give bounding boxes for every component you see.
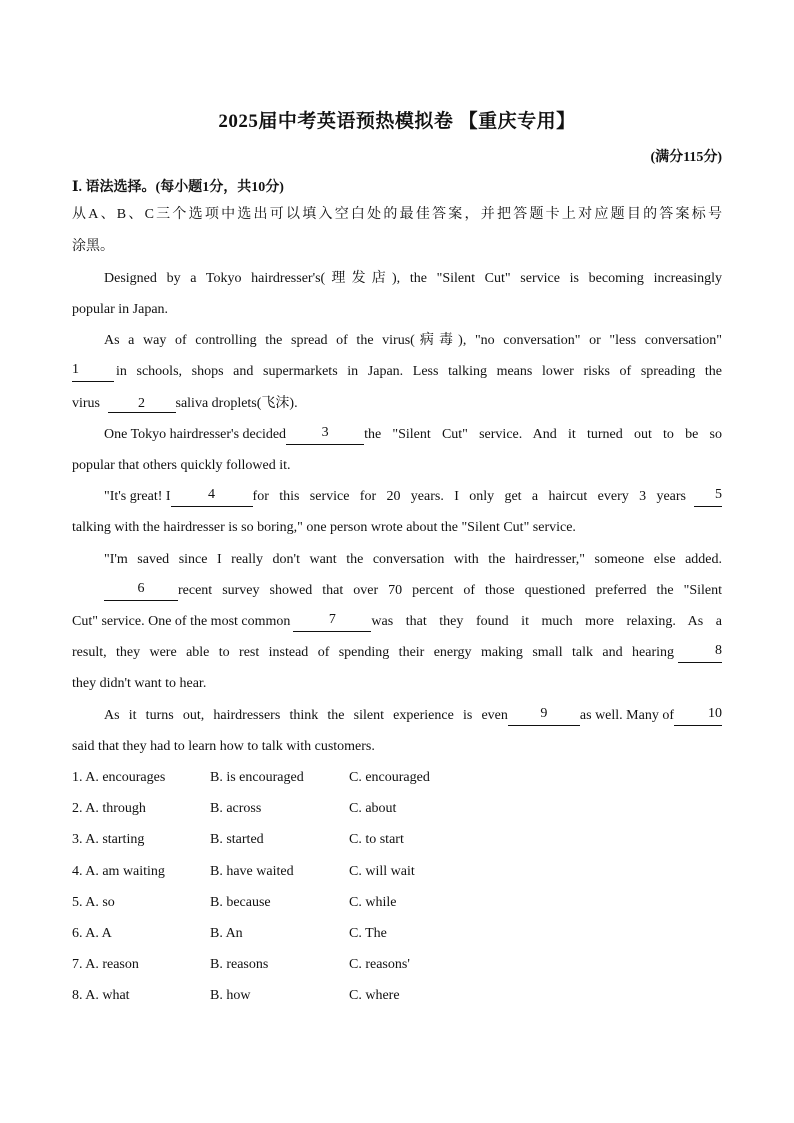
option-a: 2. A. through (72, 801, 146, 816)
option-b: B. reasons (210, 957, 269, 972)
blank-2: 2 (108, 396, 176, 413)
passage-line (72, 425, 722, 445)
option-c: C. will wait (349, 864, 415, 879)
option-b: B. across (210, 801, 262, 816)
passage-text: "It's great! I (104, 489, 171, 504)
passage-line: As a way of controlling the spread of the virus(病毒), "no conversation" or "less conversation" (104, 333, 722, 348)
option-a: 1. A. encourages (72, 770, 166, 785)
option-c: C. to start (349, 832, 404, 847)
option-b: B. because (210, 895, 271, 910)
blank-6: 6 (104, 581, 178, 601)
passage-line: popular that others quickly followed it. (72, 458, 291, 473)
option-a: 6. A. A (72, 926, 112, 941)
option-a: 3. A. starting (72, 832, 145, 847)
passage-text: in schools, shops and supermarkets in Japan. Less talking means lower risks of spreading the (116, 364, 722, 379)
passage-line: Designed by a Tokyo hairdresser's(理发店), the "Silent Cut" service is becoming increasingly (104, 271, 722, 286)
blank-9: 9 (508, 706, 580, 726)
passage-text: recent survey showed that over 70 percent of those questioned preferred the "Silent (178, 583, 722, 598)
blank-4: 4 (171, 487, 253, 507)
exam-title: 2025届中考英语预热模拟卷 【重庆专用】 (218, 111, 576, 132)
passage-text: the "Silent Cut" service. And it turned out to be so (364, 427, 722, 442)
passage-line: they didn't want to hear. (72, 676, 207, 691)
passage-line: said that they had to learn how to talk with customers. (72, 739, 375, 754)
blank-3: 3 (286, 425, 364, 445)
option-a: 5. A. so (72, 895, 115, 910)
passage-text: virus (72, 396, 100, 411)
option-c: C. where (349, 988, 400, 1003)
passage-line (72, 612, 722, 632)
blank-7: 7 (293, 612, 371, 632)
option-b: B. started (210, 832, 264, 847)
option-b: B. is encouraged (210, 770, 304, 785)
passage-line (72, 394, 722, 414)
passage-line (72, 362, 722, 382)
instruction-line-1: 从A、B、C三个选项中选出可以填入空白处的最佳答案，并把答题卡上对应题目的答案标号 (72, 207, 722, 222)
option-c: C. encouraged (349, 770, 430, 785)
passage-line (72, 487, 722, 507)
option-b: B. have waited (210, 864, 294, 879)
option-a: 8. A. what (72, 988, 130, 1003)
option-c: C. reasons' (349, 957, 410, 972)
blank-10: 10 (674, 706, 722, 726)
passage-text: for this service for 20 years. I only get a haircut every 3 years (252, 489, 686, 504)
option-c: C. while (349, 895, 397, 910)
passage-line: talking with the hairdresser is so boring," one person wrote about the "Silent Cut" service. (72, 520, 576, 535)
passage-line (72, 643, 722, 663)
option-a: 4. A. am waiting (72, 864, 165, 879)
total-score: (满分115分) (650, 150, 722, 165)
option-b: B. An (210, 926, 243, 941)
passage-line (72, 581, 722, 601)
blank-8: 8 (678, 643, 722, 663)
passage-text: As it turns out, hairdressers think the silent experience is even (104, 708, 508, 723)
blank-1: 1 (72, 362, 114, 382)
passage-text: Cut" service. One of the most common (72, 614, 291, 629)
blank-5: 5 (694, 487, 722, 507)
passage-text: as well. Many of (579, 708, 674, 723)
option-c: C. about (349, 801, 397, 816)
passage-text: One Tokyo hairdresser's decided (104, 427, 287, 442)
option-a: 7. A. reason (72, 957, 139, 972)
option-c: C. The (349, 926, 387, 941)
instruction-line-2: 涂黑。 (72, 239, 114, 254)
passage-line: "I'm saved since I really don't want the conversation with the hairdresser," someone else added. (104, 552, 722, 567)
passage-line: popular in Japan. (72, 302, 169, 317)
passage-text: saliva droplets(飞沫). (175, 396, 298, 411)
passage-line (72, 706, 722, 726)
passage-text: result, they were able to rest instead of spending their energy making small talk and hearing (72, 645, 674, 660)
passage-text: was that they found it much more relaxing. As a (371, 614, 722, 629)
option-b: B. how (210, 988, 251, 1003)
section-heading: Ⅰ. 语法选择。(每小题1分，共10分) (72, 180, 284, 195)
